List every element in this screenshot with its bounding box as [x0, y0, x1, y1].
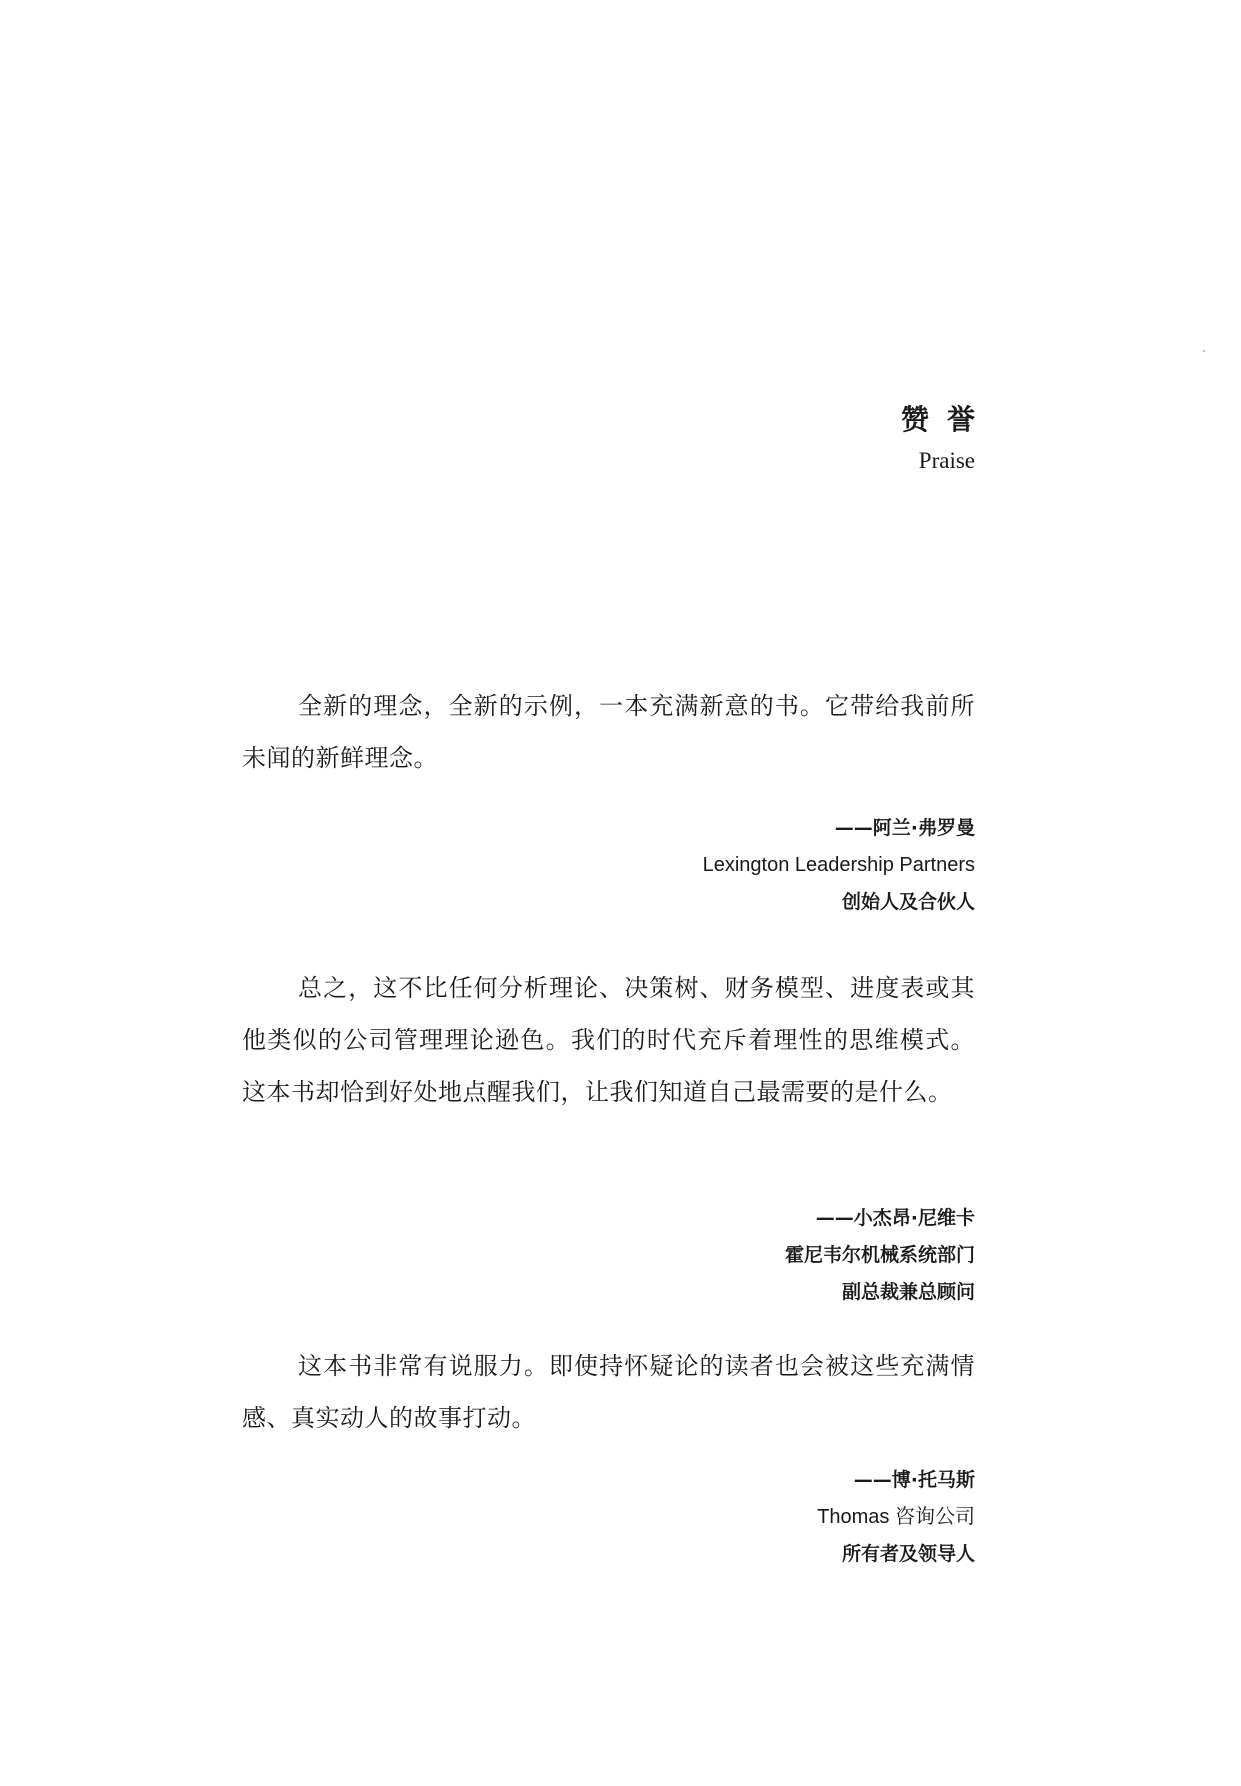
attribution-organization: Lexington Leadership Partners	[702, 854, 975, 876]
quote-text: 总之，这不比任何分析理论、决策树、财务模型、进度表或其他类似的公司管理理论逊色。我们的时代充斥着理性的思维模式。这本书却恰到好处地点醒我们，让我们知道自己最需要的是什么。	[242, 974, 975, 1106]
page-title: 赞誉	[900, 403, 993, 436]
attribution-name: ——博·托马斯	[853, 1469, 975, 1491]
attribution-3	[242, 1462, 975, 1573]
page-subtitle: Praise	[918, 448, 975, 473]
quote-text: 全新的理念，全新的示例，一本充满新意的书。它带给我前所未闻的新鲜理念。	[242, 692, 975, 772]
attribution-role: 所有者及领导人	[841, 1543, 975, 1565]
attribution-name: ——小杰昂·尼维卡	[815, 1207, 975, 1229]
scan-speck	[1203, 350, 1205, 352]
attribution-1	[242, 810, 975, 921]
attribution-organization: 霍尼韦尔机械系统部门	[784, 1244, 975, 1266]
quote-1	[242, 680, 975, 784]
quote-text: 这本书非常有说服力。即使持怀疑论的读者也会被这些充满情感、真实动人的故事打动。	[242, 1352, 975, 1432]
attribution-organization: Thomas 咨询公司	[817, 1506, 975, 1528]
section-header	[900, 400, 993, 478]
quote-2	[242, 962, 975, 1118]
attribution-2	[242, 1200, 975, 1311]
attribution-name: ——阿兰·弗罗曼	[834, 817, 975, 839]
attribution-role: 副总裁兼总顾问	[841, 1281, 975, 1303]
quote-3	[242, 1340, 975, 1444]
attribution-role: 创始人及合伙人	[841, 891, 975, 913]
